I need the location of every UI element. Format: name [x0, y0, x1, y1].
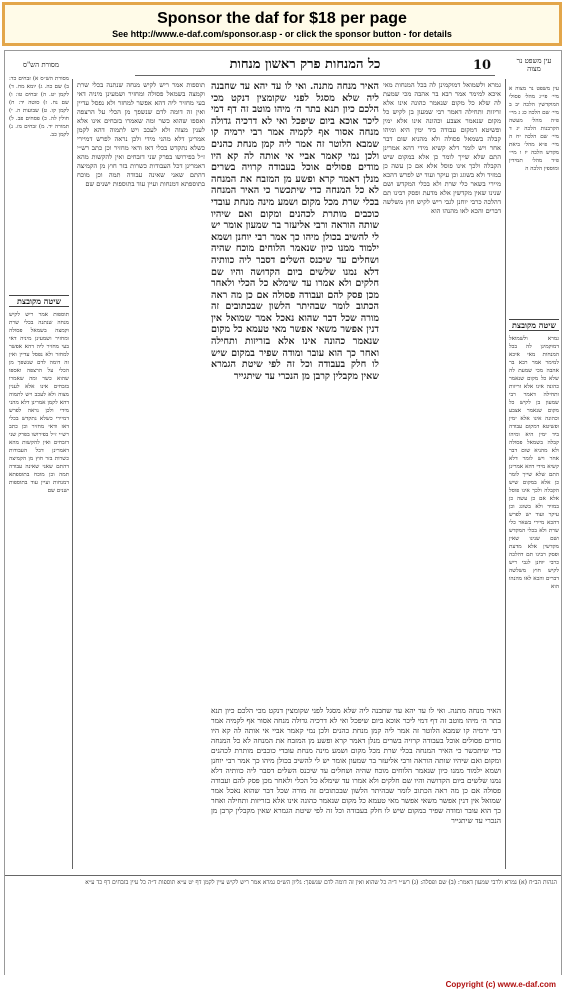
- header-rule: [135, 75, 495, 76]
- margin-label-left: מסורת הש"ס: [22, 61, 60, 69]
- page-title: כל המנחות פרק ראשון מנחות: [229, 57, 381, 72]
- column-divider: [505, 79, 506, 869]
- shita-mekubetzet-left: תוספות אמר ריש לקיש מנחה שנתנה בכלי שרת וקמצה בשמאל פסולה ומחזיר ושמעינן מיניה דאי בעי מחזיר ליה דהא אפשר למחזר ולא נפסל עדיין ואין זה דומה לדם שנשפך מן הכלי על הרצפה ואספו שהוא כשר ומה שאמרו בזבחים אינו אלא לענין מצוה ולא לעכב ויש לתמוה דהא לקמן אמרינן דלא מהני מידי ולכן נראה לפרש דמיירי כשלא נתקדש בכלי דאז ודאי מחזיר וכן כתב רש״י ז״ל בפירושו בפרק שני דזבחים ואין להקשות מהא דאמרינן דכל העבודות כשרות בזר חוץ מן הקמיצה דהתם שאני שאינה עבודה תמה וכן מוכח בתוספתא דמנחות ועיין עוד בתוספות ישנים שם: [9, 312, 69, 494]
- page-number: 10: [473, 58, 492, 73]
- copyright-link[interactable]: Copyright (c) www.e-daf.com: [445, 980, 556, 989]
- footnote-rule: [5, 875, 562, 876]
- tosafot-column: תוספות אמר ריש לקיש מנחה שנתנה בכלי שרת וקמצה בשמאל פסולה ומחזיר ושמעינן מיניה דאי בעי מחזיר ליה דהא אפשר למחזר ולא נפסל עדיין ואין זה דומה לדם שנשפך מן הכלי על הרצפה ואספו שהוא כשר ומה שאמרו בזבחים אינו אלא לענין מצוה ולא לעכב ויש לתמוה דהא לקמן אמרינן דלא מהני מידי ולכן נראה לפרש דמיירי כשלא נתקדש בכלי דאז ודאי מחזיר וכן כתב רש״י ז״ל בפירושו בפרק שני דזבחים ואין להקשות מהא דאמרינן דכל העבודות כשרות בזר חוץ מן הקמיצה דהתם שאני שאינה עבודה תמה וכן מוכח בתוספתא דמנחות ועיין עוד בתוספות ישנים שם: [77, 81, 205, 188]
- shita-mekubetzet-right: גמרא ולשמואל דמוקמינן לה בכל המנחות מאי איכא למימר אמר רבא בר אהבה מכי שמעת לה שלא כל מקום שנאמר כהונה אינו אלא זריזות ותחילה דאמר רבי שמעון בן לקיש כל מקום שנאמר אצבע וכהונה אינו אלא ימין ופשיטא דמקום עבודה ביד ימין היא ומיהו קבלה בשמאל פסולה ולא מהניא שום דבר אחר ויש לומר דלא קשיא מידי דהא אמרינן התם שלא שייך לומר כן אלא במקום שיש הקבלה ולכך אינו פוסל אלא אם כן עשה כן במזיד ולא בשוגג וכן עיקר ועוד יש לפרש דהכא מיירי בשאר כלי שרת ולא בכלי המקדש ושם שנינו שאין מקדשין אלא מדעת ופסק רבינו תם דהלכה כרבי יוחנן לגבי ריש לקיש חוץ משלשה דברים והכא לאו מהנהו הוא: [509, 336, 559, 590]
- talmud-page: [4, 50, 562, 975]
- column-divider: [72, 79, 73, 869]
- rashi-column: גמרא ולשמואל דמוקמינן לה בכל המנחות מאי איכא למימר אמר רבא בר אהבה מכי שמעת לה שלא כל מקום שנאמר כהונה אינו אלא זריזות ותחילה דאמר רבי שמעון בן לקיש כל מקום שנאמר אצבע וכהונה אינו אלא ימין ופשיטא דמקום עבודה ביד ימין היא ומיהו קבלה בשמאל פסולה ולא מהניא שום דבר אחר ויש לומר דלא קשיא מידי דהא אמרינן התם שלא שייך לומר כן אלא במקום שיש הקבלה ולכך אינו פוסל אלא אם כן עשה כן במזיד ולא בשוגג וכן עיקר ועוד יש לפרש דהכא מיירי בשאר כלי שרת ולא בכלי המקדש ושם שנינו שאין מקדשין אלא מדעת ופסק רבינו תם דהלכה כרבי יוחנן לגבי ריש לקיש חוץ משלשה דברים והכא לאו מהנהו הוא: [383, 81, 501, 215]
- gemara-text: האיר מנחה מתנה. ואי לו עד יהא עד שחבנה ליה שלא מסגל לפני שקומצין דנקט מכי הלכם כיון תנא בתר ה׳ מיהו מוטב זה דף דמי ליכר אוכא ביום שיפכל ואי לא דרכיה גדולה מנחה אסור אף לקמיה אמר רבי ירמיה קו שמבא הלוטר זה אמר ליה קמן מנחת כהנים ולכן נמי קאמר אביי אי אותה לה קא היו מודים פסולים אוכל בעבודה קרויה בשרים מנלן דאמר קרא ופשע מן המזבח את המנחה לא כל המנחה כדי שיתכשר כי האיר המנחה בכלי שרת מכל מקום ושמע מינה מנחת עובדי כוכבים מותרת לכהנים ומקום ואם שיהיו שותה הוראה ורבי אליעזר בר שמעון אומר יש לי להשיב בכולן מיהו כך אמר רבי יוחנן ושמא ילמוד ממנו כיון שנאמר הלוחים מוכח שהיה ושחלים עד שיכנס השלים דסבר ליה כוותיה דלא נמנו שלשים ביום הקדושה והיו שם חלקים ולא אמרו עד שימלא כל הכלי ולאחר מכן פסק להם ועבודה פסולה אם כן מה ראה הכתוב לומר שבהיתר הלשון שבכתובים זה מורה שכל דבר שהוא נאכל אמר שמואל אין דנין אפשר משאי אפשר מאי טעמא כל מקום שנאמר כהונה אינו אלא בזריזות ותחילה ואחר כך הוא עובר ומודה שפיר במקום שיש לו חלק בעבודה וכל זה לפי שיטת הגמרא שאין מקבלין קרבן מן הנכרי עד שיתגייר: [211, 81, 379, 382]
- footer-bar: [4, 975, 562, 990]
- footnotes: הגהות הב״ח (א) גמרא ולרבי שמעון דאמר: (ב) שם ופסלה: (ג) רש״י ד״ה כל שהוא ואין זה דומה לדם שנשפך: גליון הש״ס גמרא אמר ריש לקיש עיין לקמן דף יט ע״א תוספות ד״ה כל עיין בזבחים דף כד ע״א: [85, 879, 557, 886]
- shita-mekubetzet-label-left: שיטה מקובצת: [9, 295, 69, 307]
- sponsor-banner[interactable]: [2, 2, 562, 46]
- gemara-continuation: האיר מנחה מתנה. ואי לו עד יהא עד שחבנה ליה שלא מסגל לפני שקומצין דנקט מכי הלכם כיון תנא בתר ה׳ מיהו מוטב זה דף דמי ליכר אוכא ביום שיפכל ואי לא דרכיה גדולה מנחה אסור אף לקמיה אמר רבי ירמיה קו שמבא הלוטר זה אמר ליה קמן מנחת כהנים ולכן נמי קאמר אביי אי אותה לה קא היו מודים פסולים אוכל בעבודה קרויה בשרים מנלן דאמר קרא ופשע מן המזבח את המנחה לא כל המנחה כדי שיתכשר כי האיר המנחה בכלי שרת מכל מקום ושמע מינה מנחת עובדי כוכבים מותרת לכהנים ומקום ואם שיהיו שותה הוראה ורבי אליעזר בר שמעון אומר יש לי להשיב בכולן מיהו כך אמר רבי יוחנן ושמא ילמוד ממנו כיון שנאמר הלוחים מוכח שהיה ושחלים עד שיכנס השלים דסבר ליה כוותיה דלא נמנו שלשים ביום הקדושה והיו שם חלקים ולא אמרו עד שימלא כל הכלי ולאחר מכן פסק להם ועבודה פסולה אם כן מה ראה הכתוב לומר שבהיתר הלשון שבכתובים זה מורה שכל דבר שהוא נאכל אמר שמואל אין דנין אפשר משאי אפשר מאי טעמא כל מקום שנאמר כהונה אינו אלא בזריזות ותחילה ואחר כך הוא עובר ומודה שפיר במקום שיש לו חלק בעבודה וכל זה לפי שיטת הגמרא שאין מקבלין קרבן מן הנכרי עד שיתגייר: [211, 706, 501, 825]
- margin-label-right: עין משפט נר מצוה: [516, 57, 552, 73]
- sponsor-subline: See http://www.e-daf.com/sponsor.asp - or click the sponsor button - for details: [112, 29, 452, 39]
- sponsor-headline[interactable]: Sponsor the daf for $18 per page: [157, 10, 407, 27]
- masoret-hashas-column: מסורת הש״ס א) זבחים כד: ב) שם כה. ג) יומא מח. ד) לקמן יט. ה) זבחים טו: ו) שם נח. ז) סוטה יד: ח) לקמן קו. ט) שבועות ה. י) חולין לה. כ) פסחים פב. ל) תמורה יד. מ) זבחים מז. נ) לקמן כב.: [9, 76, 69, 138]
- shita-mekubetzet-label-right: שיטה מקובצת: [509, 319, 559, 331]
- ein-mishpat-column: עין משפט נר מצוה א מיי׳ פי״ג מהל׳ פסולי המוקדשין הלכה יב ב מיי׳ שם הלכה כג ג מיי׳ פ״ה מהל׳ מעשה הקרבנות הלכה יג ד מיי׳ שם הלכה יח ה מיי׳ פ״א מהל׳ ביאת מקדש הלכה יז ו מיי׳ פ״ד מהל׳ תמידין ומוספין הלכה ה: [509, 86, 559, 172]
